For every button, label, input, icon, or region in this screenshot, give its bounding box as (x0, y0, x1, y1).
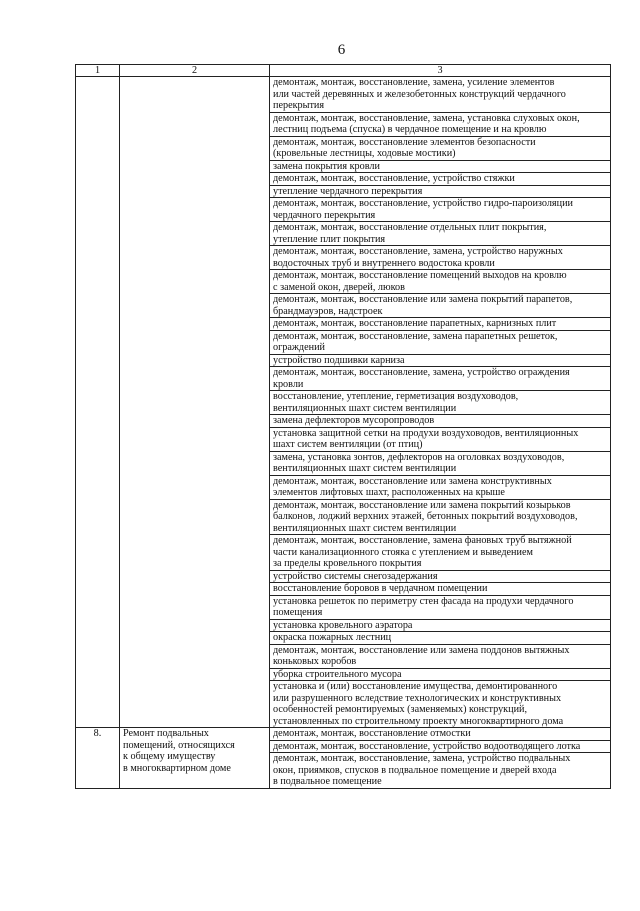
work-item (270, 185, 611, 198)
work-item (270, 160, 611, 173)
work-item-line: коньковых коробов (273, 656, 357, 667)
work-item-line: демонтаж, монтаж, восстановление, замена фановых труб вытяжной (273, 535, 572, 546)
header-cell-3: 3 (270, 65, 611, 77)
work-item-line: шахт систем вентиляции (от птиц) (273, 439, 423, 450)
work-item (270, 475, 611, 499)
works-table (75, 64, 611, 789)
work-item-line: демонтаж, монтаж, восстановление, устройство гидро-пароизоляции (273, 198, 573, 209)
work-item-line: устройство системы снегозадержания (273, 570, 438, 582)
work-item-line: демонтаж, монтаж, восстановление или замена покрытий парапетов, (273, 294, 573, 305)
work-item-line: демонтаж, монтаж, восстановление, замена, устройство подвальных (273, 753, 571, 764)
work-item-line: перекрытия (273, 100, 325, 111)
header-cell-2: 2 (120, 65, 270, 77)
work-item (270, 570, 611, 583)
header-cell-1: 1 (76, 65, 120, 77)
work-item (270, 222, 611, 246)
work-item-line: замена покрытия кровли (273, 160, 380, 172)
work-item-line: утепление плит покрытия (273, 233, 386, 245)
work-item (270, 740, 611, 753)
work-item-line: демонтаж, монтаж, восстановление или замена покрытий козырьков (273, 499, 571, 511)
work-item-line: установка и (или) восстановление имущества, демонтированного (273, 681, 558, 692)
work-item-line: помещения (273, 607, 323, 618)
work-item (270, 668, 611, 681)
work-item-line: чердачного перекрытия (273, 209, 376, 221)
section-name-line: к общему имуществу (123, 751, 216, 762)
table-row (76, 77, 611, 113)
work-item (270, 318, 611, 331)
work-item (270, 173, 611, 186)
work-item-line: демонтаж, монтаж, восстановление или замена поддонов вытяжных (273, 644, 570, 656)
work-item (270, 330, 611, 354)
work-item-line: вентиляционных шахт систем вентиляции (273, 522, 457, 534)
section-number: 8. (76, 728, 120, 789)
work-item-line: демонтаж, монтаж, восстановление помещений выходов на кровлю (273, 270, 567, 281)
work-item (270, 354, 611, 367)
work-item-line: демонтаж, монтаж, восстановление, устройство стяжки (273, 173, 515, 184)
work-item (270, 112, 611, 136)
work-item (270, 246, 611, 270)
work-item (270, 391, 611, 415)
work-item-line: демонтаж, монтаж, восстановление отдельных плит покрытия, (273, 222, 547, 233)
work-item-line: лестниц подъема (спуска) в чердачное помещение и на кровлю (273, 124, 547, 135)
work-item-line: утепление чердачного перекрытия (273, 185, 423, 197)
work-item (270, 451, 611, 475)
work-item-line: вентиляционных шахт систем вентиляции (273, 463, 457, 474)
work-item-line: в подвальное помещение (273, 776, 382, 787)
work-item-line: ограждений (273, 342, 325, 353)
section-name-line: в многоквартирном доме (123, 762, 231, 774)
work-item-line: замена, установка зонтов, дефлекторов на оголовках воздуховодов, (273, 451, 565, 463)
work-item-line: восстановление боровов в чердачном помещении (273, 583, 488, 594)
page-number: 6 (337, 42, 346, 58)
section-name (120, 728, 270, 789)
work-item-line: вентиляционных шахт систем вентиляции (273, 402, 457, 414)
work-item-line: с заменой окон, дверей, люков (273, 281, 405, 293)
work-item-line: восстановление, утепление, герметизация воздуховодов, (273, 391, 519, 402)
section-name-cell (120, 77, 270, 728)
work-item-line: демонтаж, монтаж, восстановление, замена, усиление элементов (273, 77, 555, 88)
work-item-line: установка кровельного аэратора (273, 619, 413, 631)
table-row (76, 728, 611, 741)
work-item-line: балконов, лоджий верхних этажей, бетонных покрытий воздуховодов, (273, 511, 578, 522)
work-item (270, 728, 611, 741)
work-item (270, 595, 611, 619)
work-item-line: брандмауэров, надстроек (273, 305, 383, 317)
header-row (76, 65, 611, 77)
work-item-line: демонтаж, монтаж, восстановление отмостки (273, 728, 471, 739)
number-cell (76, 77, 120, 728)
work-item (270, 681, 611, 728)
work-item-line: демонтаж, монтаж, восстановление, замена, устройство ограждения (273, 367, 570, 378)
work-item (270, 136, 611, 160)
work-item (270, 499, 611, 535)
work-item-line: демонтаж, монтаж, восстановление, замена, установка слуховых окон, (273, 112, 580, 124)
work-item (270, 77, 611, 113)
work-item-line: демонтаж, монтаж, восстановление парапетных, карнизных плит (273, 318, 557, 329)
work-item-line: окраска пожарных лестниц (273, 632, 392, 643)
work-item-line: за пределы кровельного покрытия (273, 558, 422, 569)
work-item-line: окон, приямков, спусков в подвальное помещение и дверей входа (273, 764, 557, 776)
work-item (270, 270, 611, 294)
work-item-line: демонтаж, монтаж, восстановление или замена конструктивных (273, 475, 552, 487)
work-item-line: демонтаж, монтаж, восстановление, устройство водоотводящего лотка (273, 740, 581, 752)
work-item-line: замена дефлекторов мусоропроводов (273, 415, 435, 426)
work-item-line: или разрушенного вследствие технологических и конструктивных (273, 692, 562, 704)
work-item-line: части канализационного стояка с утеплением и выведением (273, 546, 533, 558)
work-item-line: уборка строительного мусора (273, 668, 402, 680)
work-item (270, 367, 611, 391)
work-item-line: демонтаж, монтаж, восстановление элементов безопасности (273, 136, 536, 148)
work-item-line: кровли (273, 378, 304, 390)
work-item (270, 294, 611, 318)
work-item (270, 198, 611, 222)
work-item (270, 583, 611, 596)
work-item-line: (кровельные лестницы, ходовые мостики) (273, 148, 456, 159)
work-item (270, 632, 611, 645)
work-item-line: демонтаж, монтаж, восстановление, замена, устройство наружных (273, 246, 563, 257)
work-item-line: установленных по строительному проекту многоквартирного дома (273, 715, 564, 727)
section-name-line: Ремонт подвальных (123, 728, 209, 739)
work-item-line: демонтаж, монтаж, восстановление, замена парапетных решеток, (273, 330, 558, 342)
work-item-line: особенностей ремонтируемых (заменяемых) конструкций, (273, 704, 528, 715)
work-item-line: установка решеток по периметру стен фасада на продухи чердачного (273, 595, 574, 607)
work-item (270, 753, 611, 789)
work-item (270, 415, 611, 428)
work-item (270, 427, 611, 451)
work-item (270, 644, 611, 668)
section-name-line: помещений, относящихся (123, 739, 235, 751)
work-item (270, 619, 611, 632)
work-item-line: или частей деревянных и железобетонных конструкций чердачного (273, 88, 566, 100)
work-item-line: установка защитной сетки на продухи воздуховодов, вентиляционных (273, 427, 579, 439)
work-item-line: элементов лифтовых шахт, расположенных на крыше (273, 487, 505, 498)
work-item-line: устройство подшивки карниза (273, 354, 405, 366)
work-item-line: водосточных труб и внутреннего водостока кровли (273, 257, 495, 269)
work-item (270, 535, 611, 571)
